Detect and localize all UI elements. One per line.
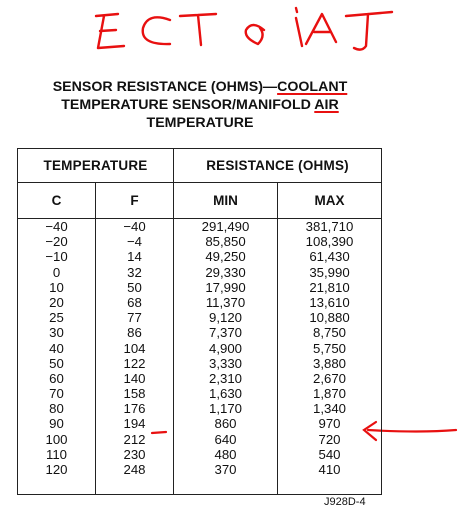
table-cell: 25 (49, 310, 64, 326)
table-cell: 640 (214, 431, 237, 447)
table-cell: 291,490 (201, 219, 250, 234)
table-cell: 100 (45, 431, 68, 447)
col-header-max: MAX (278, 183, 382, 219)
column-celsius (18, 219, 96, 495)
handwritten-title-ect-iat (96, 8, 392, 50)
table-cell: 104 (123, 340, 146, 356)
table-cell: 5,750 (313, 340, 347, 356)
table-cell: 9,120 (209, 310, 243, 326)
table-cell: 13,610 (309, 294, 350, 310)
table-cell: 0 (52, 264, 61, 280)
table-cell: 61,430 (309, 249, 350, 265)
table-cell: 176 (123, 401, 146, 417)
table-cell: 14 (127, 249, 142, 265)
table-cell: 4,900 (209, 340, 243, 356)
table-cell: 2,670 (313, 370, 347, 386)
table-cell: 3,880 (313, 355, 347, 371)
table-cell: 80 (49, 401, 64, 417)
column-min-ohms (174, 219, 278, 495)
table-cell: 108,390 (305, 234, 354, 250)
table-cell: −20 (45, 234, 68, 250)
table-cell: 35,990 (309, 264, 350, 280)
table-cell: 110 (45, 446, 68, 462)
table-cell: 122 (123, 355, 146, 371)
table-cell: 85,850 (205, 234, 246, 250)
figure-id: J928D-4 (324, 496, 366, 508)
table-cell: 248 (123, 462, 146, 477)
air-underlined: AIR (314, 97, 339, 113)
table-cell: 540 (318, 446, 341, 462)
table-cell: 70 (49, 386, 64, 402)
table-cell: 90 (49, 416, 64, 432)
table-cell: 1,870 (313, 386, 347, 402)
table-cell: 21,810 (309, 279, 350, 295)
coolant-underlined: COOLANT (277, 79, 348, 95)
group-header-row (18, 149, 382, 183)
col-header-c: C (18, 183, 96, 219)
table-cell: 860 (214, 416, 237, 432)
table-cell: 30 (49, 325, 64, 341)
table-cell: 410 (318, 462, 341, 477)
col-header-f: F (96, 183, 174, 219)
table-cell: −40 (45, 219, 68, 234)
table-cell: 212 (123, 431, 146, 447)
col-header-min: MIN (174, 183, 278, 219)
table-cell: 381,710 (305, 219, 354, 234)
data-body-row (18, 219, 382, 495)
table-cell: 1,340 (313, 401, 347, 417)
column-fahrenheit (96, 219, 174, 495)
table-cell: 480 (214, 446, 237, 462)
table-cell: 158 (123, 386, 146, 402)
table-cell: 3,330 (209, 355, 243, 371)
title-line-1: SENSOR RESISTANCE (OHMS)—COOLANT (52, 79, 348, 95)
table-cell: 1,630 (209, 386, 243, 402)
table-cell: 230 (123, 446, 146, 462)
resistance-header: RESISTANCE (OHMS) (174, 149, 382, 183)
column-header-row (18, 183, 382, 219)
table-cell: 32 (127, 264, 142, 280)
table-cell: −10 (45, 249, 68, 265)
table-cell: −4 (126, 234, 143, 250)
table-cell: 8,750 (313, 325, 347, 341)
table-cell: 68 (127, 294, 142, 310)
table-cell: 86 (127, 325, 142, 341)
table-cell: 120 (45, 462, 68, 477)
table-cell: 720 (318, 431, 341, 447)
table-cell: −40 (123, 219, 146, 234)
table-cell: 49,250 (205, 249, 246, 265)
table-cell: 20 (49, 294, 64, 310)
table-cell: 40 (49, 340, 64, 356)
table-cell: 140 (123, 370, 146, 386)
table-cell: 50 (49, 355, 64, 371)
resistance-table (17, 148, 382, 495)
table-cell: 2,310 (209, 370, 243, 386)
table-cell: 10,880 (309, 310, 350, 326)
table-cell: 50 (127, 279, 142, 295)
table-cell: 7,370 (209, 325, 243, 341)
table-cell: 77 (127, 310, 142, 326)
title-line-2: TEMPERATURE SENSOR/MANIFOLD AIR (61, 97, 339, 113)
table-cell: 10 (49, 279, 64, 295)
table-cell: 194 (123, 416, 146, 432)
column-max-ohms (278, 219, 382, 495)
title-line-3: TEMPERATURE (146, 115, 254, 131)
table-cell: 970 (318, 416, 341, 432)
table-title (0, 78, 400, 132)
table-cell: 370 (214, 462, 237, 477)
table-cell: 17,990 (205, 279, 246, 295)
table-cell: 29,330 (205, 264, 246, 280)
table-cell: 60 (49, 370, 64, 386)
table-cell: 1,170 (209, 401, 243, 417)
temperature-header: TEMPERATURE (18, 149, 174, 183)
table-cell: 11,370 (205, 294, 246, 310)
